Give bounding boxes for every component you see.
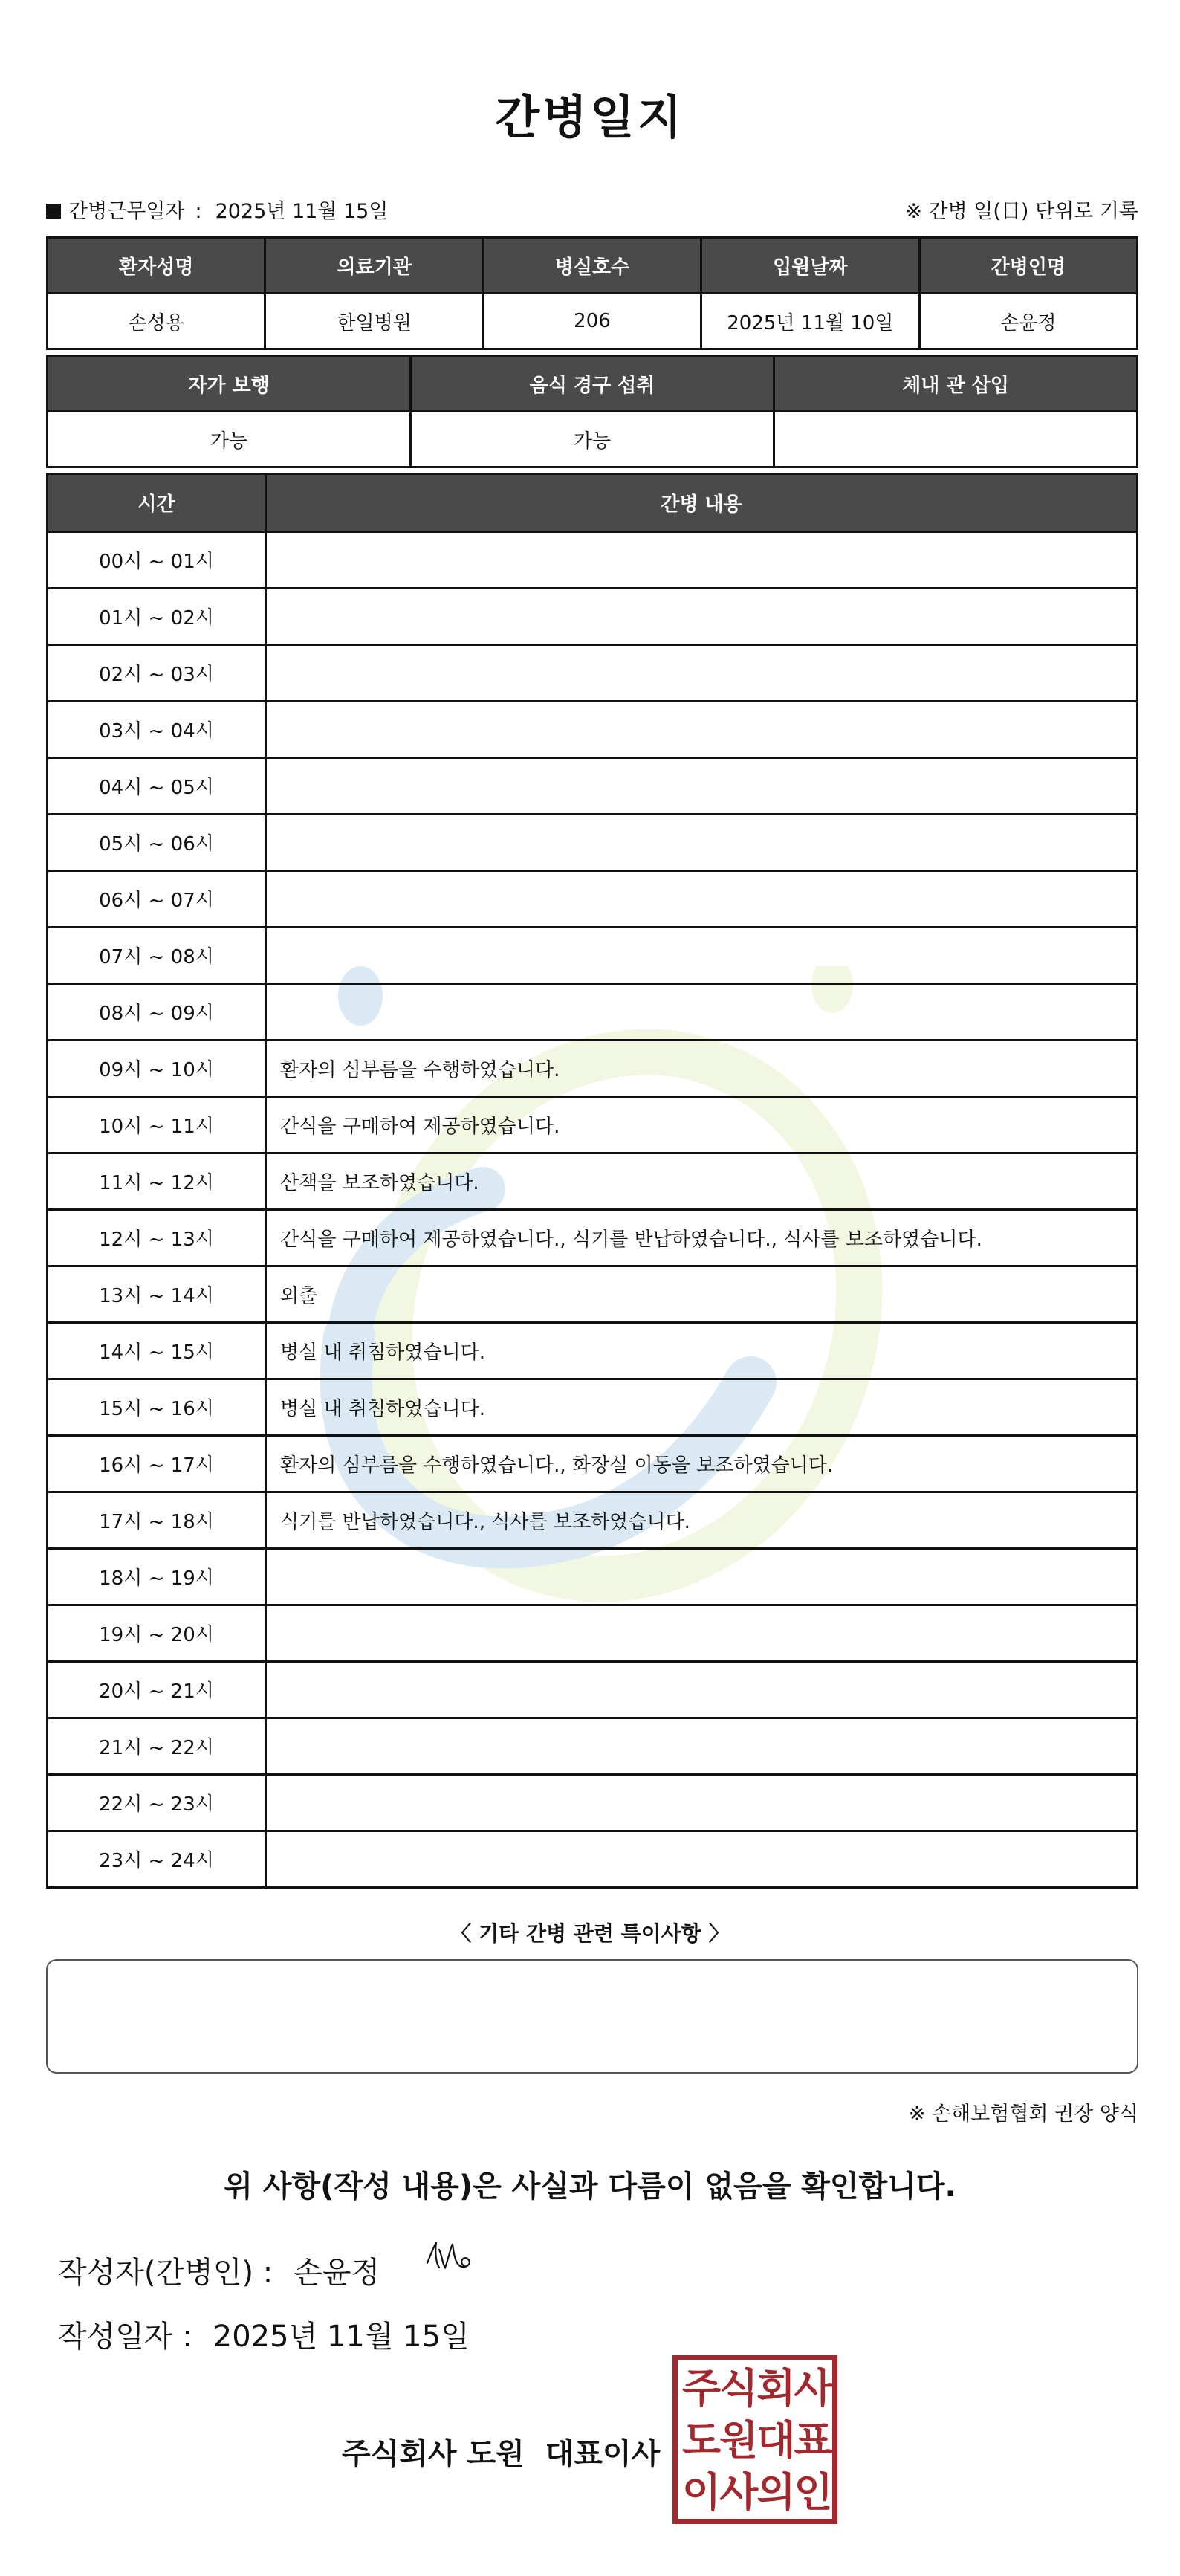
care-log-time: 15시 ~ 16시 — [48, 1379, 266, 1436]
care-log-table — [46, 473, 1138, 1889]
patient-info-table — [46, 236, 1138, 350]
header-tube-insertion: 체내 관 삽입 — [774, 356, 1138, 412]
company-signature — [342, 2430, 660, 2473]
care-log-row — [48, 1492, 1138, 1549]
seal-line: 이사의인 — [682, 2469, 831, 2516]
patient-status-table — [46, 355, 1138, 468]
patient-info-value-row — [48, 294, 1138, 349]
care-log-time: 05시 ~ 06시 — [48, 815, 266, 871]
care-log-content[interactable] — [266, 589, 1138, 645]
admission-date: 2025년 11월 10일 — [701, 294, 919, 349]
care-log-content[interactable]: 병실 내 취침하였습니다. — [266, 1323, 1138, 1379]
care-log-time: 02시 ~ 03시 — [48, 645, 266, 702]
care-log-row — [48, 1549, 1138, 1605]
confirmation-statement: 위 사항(작성 내용)은 사실과 다름이 없음을 확인합니다. — [224, 2169, 956, 2204]
header-admission-date: 입원날짜 — [701, 238, 919, 294]
care-log-time: 10시 ~ 11시 — [48, 1097, 266, 1153]
tube-insertion-value — [774, 412, 1138, 467]
care-log-content[interactable]: 간식을 구매하여 제공하였습니다., 식기를 반납하였습니다., 식사를 보조하였습니다. — [266, 1210, 1138, 1266]
self-walking-value: 가능 — [48, 412, 411, 467]
care-log-content[interactable] — [266, 1775, 1138, 1831]
header-hospital: 의료기관 — [265, 238, 483, 294]
care-log-time: 18시 ~ 19시 — [48, 1549, 266, 1605]
care-log-time: 20시 ~ 21시 — [48, 1662, 266, 1718]
caregiver-name: 손윤정 — [919, 294, 1137, 349]
care-log-row — [48, 1831, 1138, 1888]
care-log-row — [48, 1775, 1138, 1831]
write-date-value: 2025년 11월 15일 — [213, 2320, 470, 2354]
care-log-content[interactable]: 환자의 심부름을 수행하였습니다., 화장실 이동을 보조하였습니다. — [266, 1436, 1138, 1492]
care-log-content[interactable] — [266, 1549, 1138, 1605]
meta-row — [46, 195, 1138, 224]
care-log-content[interactable]: 식기를 반납하였습니다., 식사를 보조하였습니다. — [266, 1492, 1138, 1549]
representative-title: 대표이사 — [545, 2437, 661, 2471]
care-log-row — [48, 815, 1138, 871]
care-log-time: 21시 ~ 22시 — [48, 1718, 266, 1775]
care-log-row — [48, 1210, 1138, 1266]
work-date-label: 간병근무일자 — [68, 200, 185, 223]
write-date-label: 작성일자 : — [58, 2320, 192, 2354]
care-log-row — [48, 1153, 1138, 1210]
header-room-number: 병실호수 — [483, 238, 701, 294]
care-log-row — [48, 1718, 1138, 1775]
care-log-row — [48, 984, 1138, 1041]
care-log-time: 12시 ~ 13시 — [48, 1210, 266, 1266]
care-log-row — [48, 1323, 1138, 1379]
care-log-content[interactable]: 산책을 보조하였습니다. — [266, 1153, 1138, 1210]
patient-name: 손성용 — [48, 294, 265, 349]
document-title: 간병일지 — [495, 90, 685, 144]
care-log-time: 01시 ~ 02시 — [48, 589, 266, 645]
patient-info-header-row — [48, 238, 1138, 294]
care-log-row — [48, 1041, 1138, 1097]
care-log-content[interactable] — [266, 1831, 1138, 1888]
recommended-form-note: ※ 손해보험협회 권장 양식 — [908, 2103, 1138, 2126]
care-log-time: 07시 ~ 08시 — [48, 928, 266, 984]
care-log-content[interactable] — [266, 1718, 1138, 1775]
care-log-content[interactable] — [266, 1605, 1138, 1662]
status-header-row — [48, 356, 1138, 412]
care-log-row — [48, 928, 1138, 984]
care-log-row — [48, 1097, 1138, 1153]
care-log-time: 09시 ~ 10시 — [48, 1041, 266, 1097]
care-log-time: 22시 ~ 23시 — [48, 1775, 266, 1831]
writer-line — [58, 2249, 380, 2291]
header-caregiver-name: 간병인명 — [919, 238, 1137, 294]
status-value-row — [48, 412, 1138, 467]
care-log-content[interactable]: 환자의 심부름을 수행하였습니다. — [266, 1041, 1138, 1097]
company-seal-stamp — [672, 2355, 837, 2524]
writer-name: 손윤정 — [294, 2256, 380, 2290]
room-number: 206 — [483, 294, 701, 349]
care-log-body — [48, 532, 1138, 1888]
care-log-time: 08시 ~ 09시 — [48, 984, 266, 1041]
hospital-name: 한일병원 — [265, 294, 483, 349]
care-log-row — [48, 758, 1138, 815]
daily-record-note: ※ 간병 일(日) 단위로 기록 — [905, 200, 1138, 223]
care-log-content[interactable] — [266, 645, 1138, 702]
care-log-row — [48, 1266, 1138, 1323]
care-log-content[interactable] — [266, 871, 1138, 928]
header-time: 시간 — [48, 474, 266, 532]
care-log-content[interactable] — [266, 1662, 1138, 1718]
care-log-content[interactable] — [266, 928, 1138, 984]
company-name: 주식회사 도원 — [342, 2437, 525, 2471]
care-log-content[interactable] — [266, 532, 1138, 589]
special-notes-title: 〈 기타 간병 관련 특이사항 〉 — [450, 1921, 730, 1946]
care-log-content[interactable] — [266, 984, 1138, 1041]
care-log-time: 16시 ~ 17시 — [48, 1436, 266, 1492]
care-log-content[interactable]: 간식을 구매하여 제공하였습니다. — [266, 1097, 1138, 1153]
care-log-row — [48, 645, 1138, 702]
care-log-content[interactable] — [266, 758, 1138, 815]
special-notes-box[interactable] — [46, 1959, 1138, 2074]
square-bullet-icon — [46, 204, 61, 219]
care-log-row — [48, 702, 1138, 758]
care-log-content[interactable]: 외출 — [266, 1266, 1138, 1323]
header-care-content: 간병 내용 — [266, 474, 1138, 532]
writer-label: 작성자(간병인) : — [58, 2256, 273, 2290]
care-log-row — [48, 1436, 1138, 1492]
care-log-row — [48, 1379, 1138, 1436]
handwritten-signature-icon — [420, 2233, 494, 2278]
care-log-time: 19시 ~ 20시 — [48, 1605, 266, 1662]
work-date-value: 2025년 11월 15일 — [215, 200, 389, 223]
oral-intake-value: 가능 — [411, 412, 774, 467]
care-log-time: 23시 ~ 24시 — [48, 1831, 266, 1888]
care-log-header-row — [48, 474, 1138, 532]
care-log-content[interactable]: 병실 내 취침하였습니다. — [266, 1379, 1138, 1436]
seal-line: 주식회사 — [682, 2365, 831, 2412]
care-log-time: 04시 ~ 05시 — [48, 758, 266, 815]
header-self-walking: 자가 보행 — [48, 356, 411, 412]
care-log-row — [48, 589, 1138, 645]
write-date-line — [58, 2313, 470, 2355]
care-log-time: 13시 ~ 14시 — [48, 1266, 266, 1323]
header-oral-intake: 음식 경구 섭취 — [411, 356, 774, 412]
care-log-row — [48, 871, 1138, 928]
care-log-row — [48, 1662, 1138, 1718]
care-log-content[interactable] — [266, 815, 1138, 871]
care-log-time: 14시 ~ 15시 — [48, 1323, 266, 1379]
work-date-colon: : — [195, 200, 202, 223]
care-log-time: 06시 ~ 07시 — [48, 871, 266, 928]
seal-line: 도원대표 — [682, 2417, 831, 2464]
care-log-row — [48, 532, 1138, 589]
work-date — [46, 195, 388, 224]
care-log-time: 00시 ~ 01시 — [48, 532, 266, 589]
care-log-time: 17시 ~ 18시 — [48, 1492, 266, 1549]
header-patient-name: 환자성명 — [48, 238, 265, 294]
care-log-time: 11시 ~ 12시 — [48, 1153, 266, 1210]
care-log-row — [48, 1605, 1138, 1662]
care-log-time: 03시 ~ 04시 — [48, 702, 266, 758]
care-log-content[interactable] — [266, 702, 1138, 758]
